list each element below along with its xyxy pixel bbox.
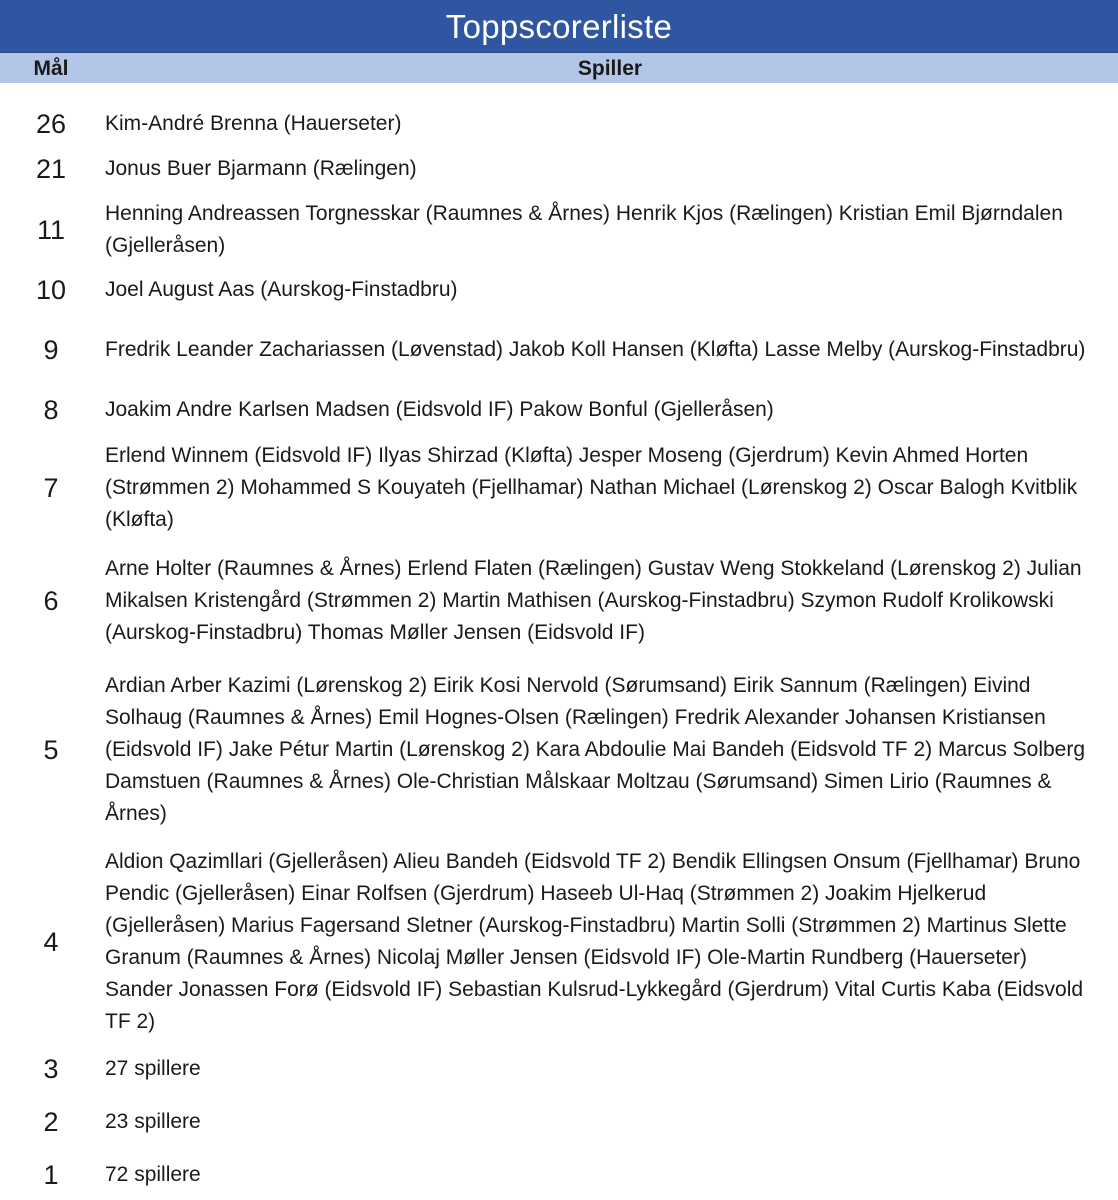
goals-column-header: Mål [33, 57, 69, 80]
players-cell: 27 spillere [105, 1057, 201, 1080]
table-row [0, 198, 1118, 262]
players-column-header: Spiller [577, 57, 643, 80]
title-bar [0, 0, 1118, 53]
players-cell: 23 spillere [105, 1110, 201, 1133]
goals-cell: 7 [43, 472, 59, 503]
page-title: Toppscorerliste [445, 8, 673, 45]
goals-cell: 10 [35, 274, 67, 305]
goals-cell: 4 [43, 926, 59, 957]
goals-cell: 26 [35, 108, 67, 139]
table-row [0, 318, 1118, 382]
table-row [0, 1106, 1118, 1138]
goals-cell: 9 [43, 334, 59, 365]
table-row [0, 670, 1118, 830]
players-cell: Joel August Aas (Aurskog-Finstadbru) [105, 278, 458, 301]
players-cell: Erlend Winnem (Eidsvold IF) Ilyas Shirzad (Kløfta) Jesper Moseng (Gjerdrum) Kevin Ahmed Horten (Strømmen 2) Mohammed S Kouyateh (Fjellhamar) Nathan Michael (Lørenskog 2) Oscar Balogh Kvitblik (Kløfta) [105, 444, 1078, 531]
players-cell: Henning Andreassen Torgnesskar (Raumnes & Årnes) Henrik Kjos (Rælingen) Kristian Emil Bjørndalen (Gjelleråsen) [105, 202, 1063, 257]
table-row [0, 440, 1118, 536]
players-cell: Jonus Buer Bjarmann (Rælingen) [105, 157, 417, 180]
goals-cell: 6 [43, 585, 59, 616]
goals-cell: 5 [43, 734, 59, 765]
goals-cell: 3 [43, 1053, 59, 1084]
players-cell: Fredrik Leander Zachariassen (Løvenstad) Jakob Koll Hansen (Kløfta) Lasse Melby (Aurskog-Finstadbru) [105, 338, 1086, 361]
players-cell: Kim-André Brenna (Hauerseter) [105, 112, 402, 135]
table-row [0, 108, 1118, 140]
goals-cell: 11 [36, 214, 66, 245]
table-row [0, 153, 1118, 185]
goals-cell: 21 [35, 153, 67, 184]
players-cell: Arne Holter (Raumnes & Årnes) Erlend Flaten (Rælingen) Gustav Weng Stokkeland (Lørenskog 2) Julian Mikalsen Kristengård (Strømmen 2) Martin Mathisen (Aurskog-Finstadbru) Szymon Rudolf Krolikowski (Aurskog-Finstadbru) Thomas Møller Jensen (Eidsvold IF) [105, 557, 1082, 644]
goals-cell: 1 [43, 1159, 59, 1190]
players-cell: Ardian Arber Kazimi (Lørenskog 2) Eirik Kosi Nervold (Sørumsand) Eirik Sannum (Rælingen) Eivind Solhaug (Raumnes & Årnes) Emil Hognes-Olsen (Rælingen) Fredrik Alexander Johansen Kristiansen (Eidsvold IF) Jake Pétur Martin (Lørenskog 2) Kara Abdoulie Mai Bandeh (Eidsvold TF 2) Marcus Solberg Damstuen (Raumnes & Årnes) Ole-Christian Målskaar Moltzau (Sørumsand) Simen Lirio (Raumnes & Årnes) [105, 674, 1086, 825]
players-cell: 72 spillere [105, 1163, 201, 1186]
players-cell: Joakim Andre Karlsen Madsen (Eidsvold IF) Pakow Bonful (Gjelleråsen) [105, 398, 774, 421]
goals-cell: 2 [43, 1106, 59, 1137]
goals-cell: 8 [43, 394, 59, 425]
table-row [0, 1053, 1118, 1085]
table-header [0, 53, 1118, 83]
table-row [0, 553, 1118, 649]
table-row [0, 846, 1118, 1038]
players-cell: Aldion Qazimllari (Gjelleråsen) Alieu Bandeh (Eidsvold TF 2) Bendik Ellingsen Onsum (Fjellhamar) Bruno Pendic (Gjelleråsen) Einar Rolfsen (Gjerdrum) Haseeb Ul-Haq (Strømmen 2) Joakim Hjelkerud (Gjelleråsen) Marius Fagersand Sletner (Aurskog-Finstadbru) Martin Solli (Strømmen 2) Martinus Slette Granum (Raumnes & Årnes) Nicolaj Møller Jensen (Eidsvold IF) Ole-Martin Rundberg (Hauerseter) Sander Jonassen Forø (Eidsvold IF) Sebastian Kulsrud-Lykkegård (Gjerdrum) Vital Curtis Kaba (Eidsvold TF 2) [105, 850, 1084, 1033]
table-row [0, 274, 1118, 306]
table-row [0, 394, 1118, 426]
table-row [0, 1159, 1118, 1191]
